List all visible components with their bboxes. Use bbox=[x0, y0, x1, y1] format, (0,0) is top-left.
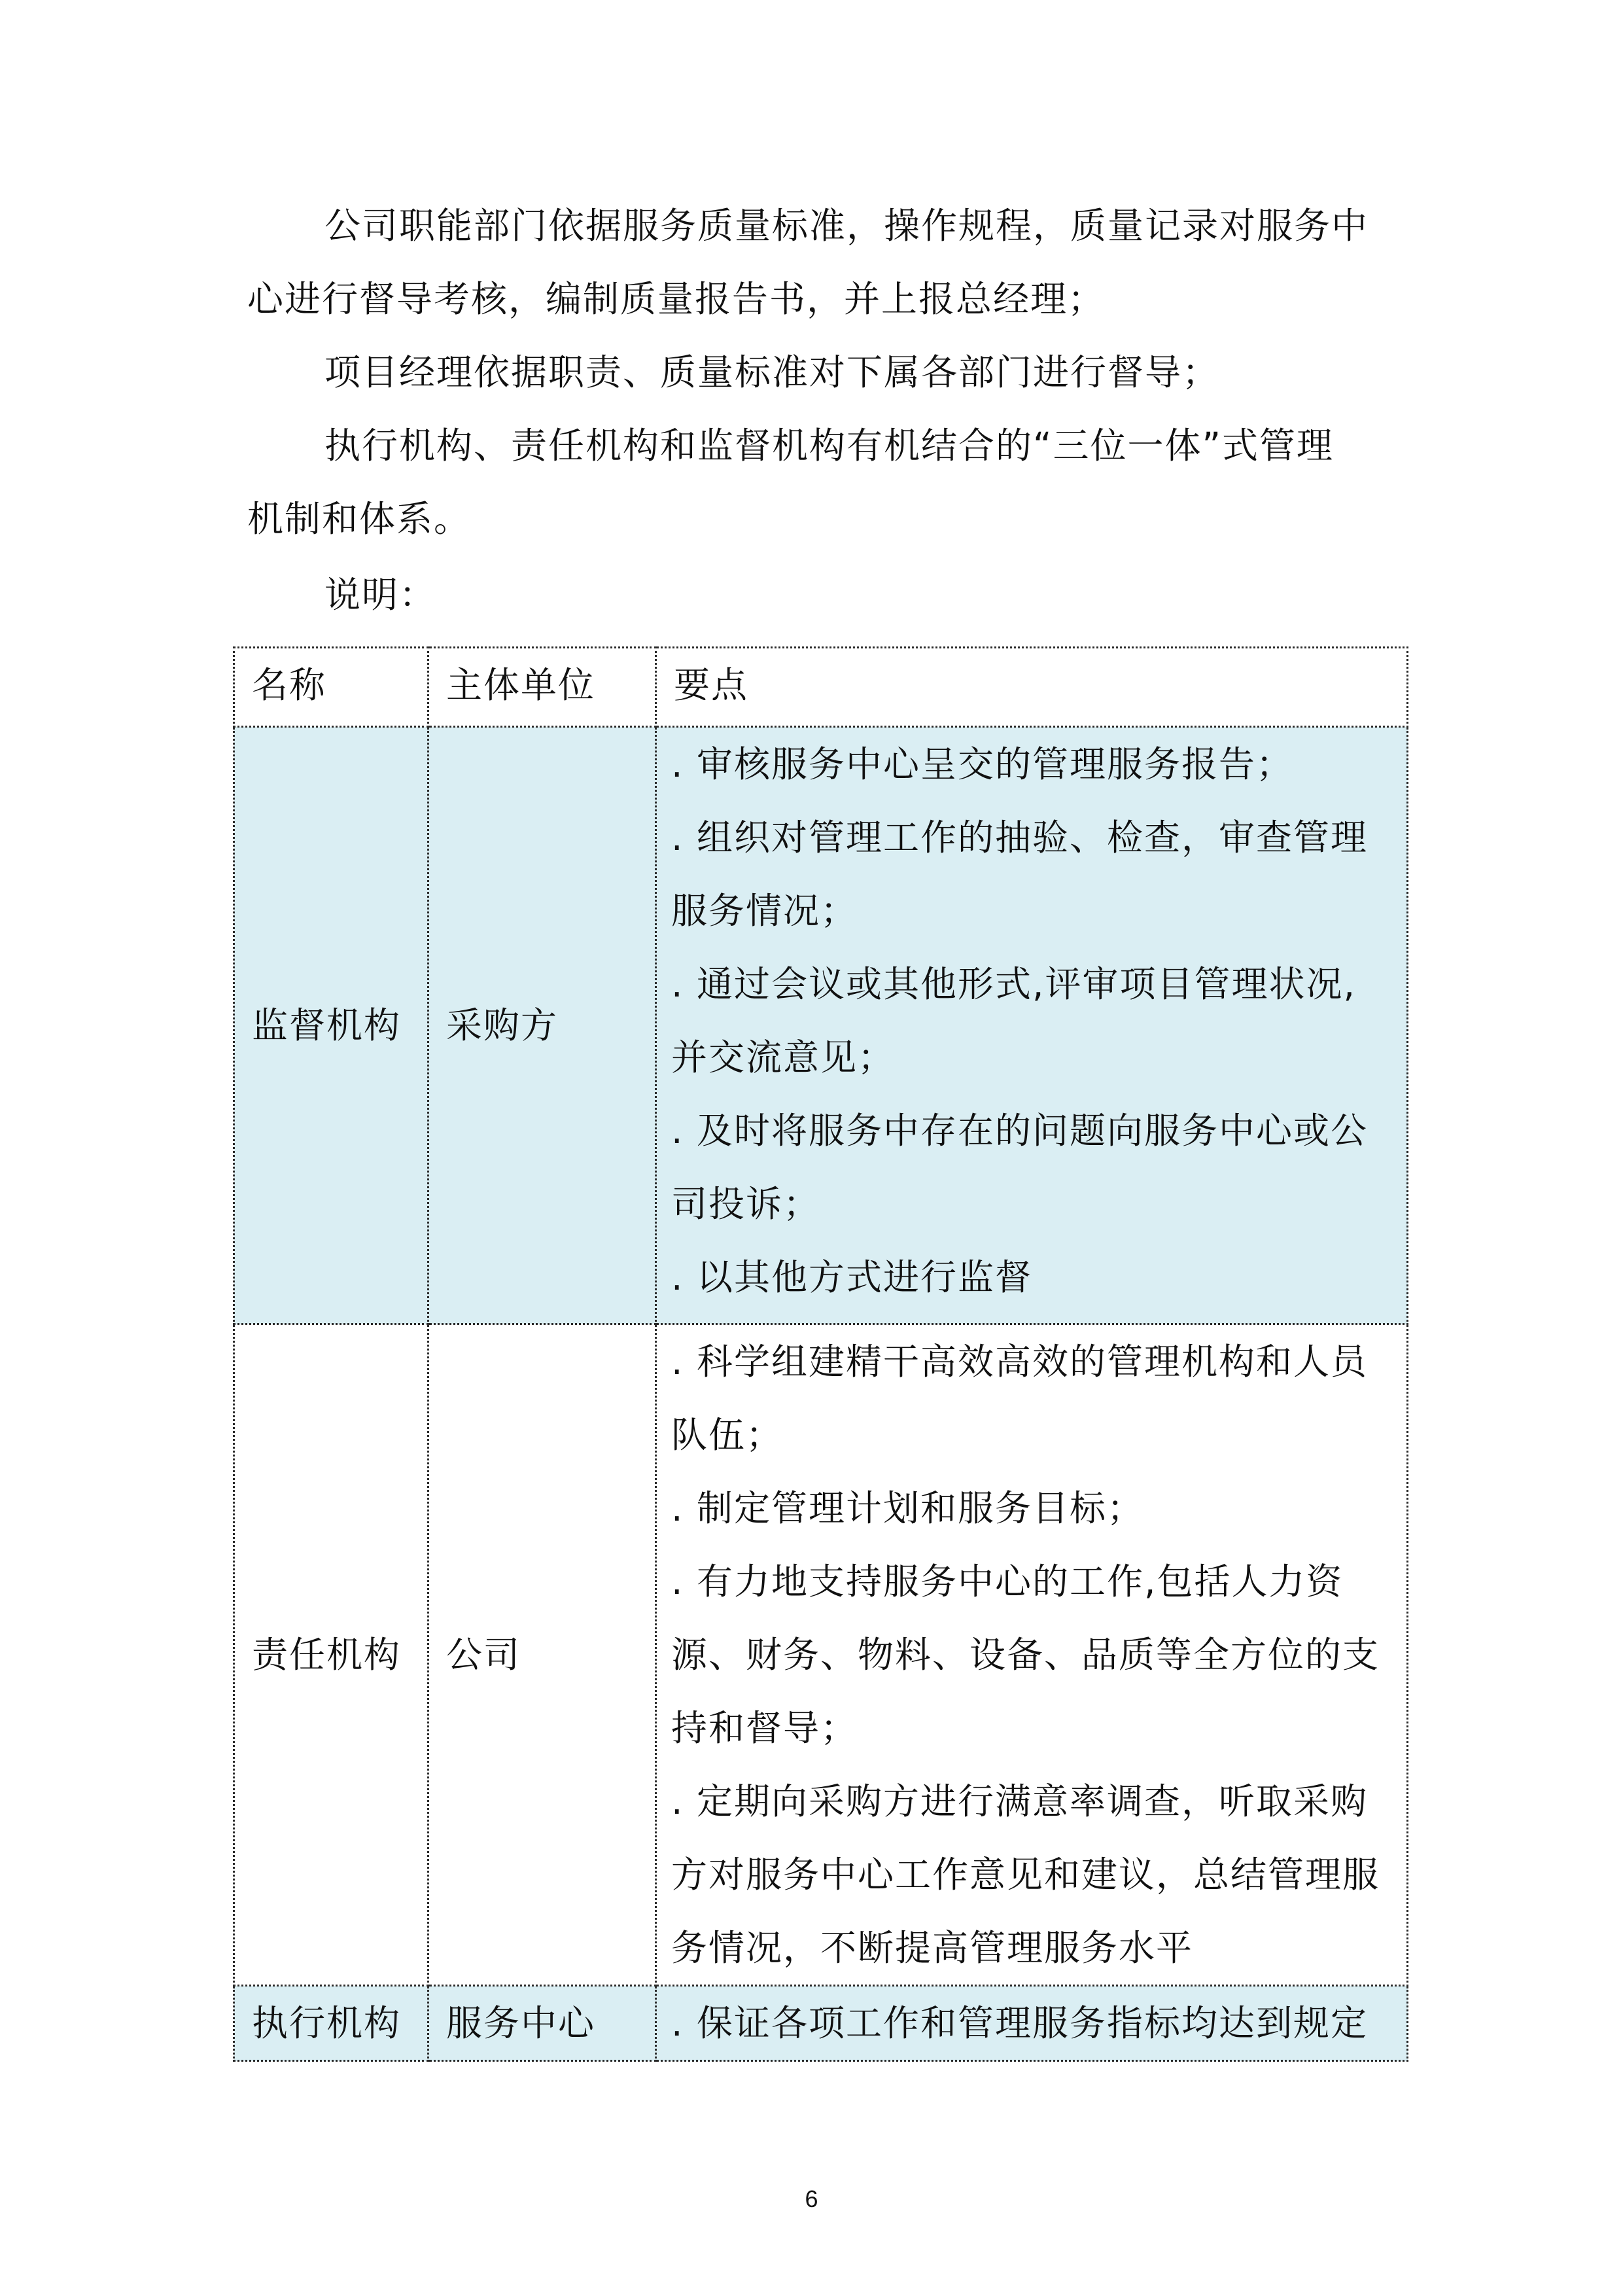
row-points bbox=[656, 1324, 1408, 1986]
point-line: 持和督导； bbox=[671, 1707, 858, 1749]
point-line: 服务情况； bbox=[671, 890, 858, 932]
paragraph-line: 公司职能部门依据服务质量标准，操作规程，质量记录对服务中 bbox=[324, 205, 1369, 247]
point-line: . 组织对管理工作的抽验、检查，审查管理 bbox=[671, 817, 1368, 858]
row-name: 责任机构 bbox=[234, 1324, 428, 1986]
point-line: . 通过会议或其他形式,评审项目管理状况, bbox=[671, 963, 1356, 1005]
point-line: . 保证各项工作和管理服务指标均达到规定 bbox=[671, 2002, 1368, 2044]
table-row-execution bbox=[234, 1986, 1408, 2061]
point-line: 务情况，不断提高管理服务水平 bbox=[671, 1927, 1194, 1969]
row-name: 监督机构 bbox=[234, 727, 428, 1324]
row-points bbox=[656, 727, 1408, 1324]
paragraph-line: 心进行督导考核，编制质量报告书，并上报总经理； bbox=[247, 278, 1106, 320]
point-line: 方对服务中心工作意见和建议，总结管理服 bbox=[671, 1854, 1380, 1896]
paragraph-project-manager bbox=[247, 336, 1389, 409]
header-name: 名称 bbox=[234, 648, 428, 727]
paragraph-line: 执行机构、责任机构和监督机构有机结合的“三位一体”式管理 bbox=[324, 425, 1334, 467]
point-line: . 审核服务中心呈交的管理服务报告； bbox=[671, 743, 1293, 785]
point-line: . 定期向采购方进行满意率调查，听取采购 bbox=[671, 1780, 1368, 1822]
row-name: 执行机构 bbox=[234, 1986, 428, 2061]
point-line: . 制定管理计划和服务目标； bbox=[671, 1487, 1144, 1529]
paragraph-three-in-one bbox=[247, 409, 1389, 556]
table-row-responsibility bbox=[234, 1324, 1408, 1986]
paragraph-note-label bbox=[247, 558, 1389, 631]
table-header-row bbox=[234, 648, 1408, 727]
row-unit: 公司 bbox=[428, 1324, 656, 1986]
point-line: 队伍； bbox=[671, 1414, 784, 1456]
paragraph-line: 项目经理依据职责、质量标准对下属各部门进行督导； bbox=[324, 351, 1220, 393]
point-line: 源、财务、物料、设备、品质等全方位的支 bbox=[671, 1634, 1380, 1676]
point-line: . 有力地支持服务中心的工作,包括人力资 bbox=[671, 1561, 1344, 1602]
point-line: . 以其他方式进行监督 bbox=[671, 1256, 1032, 1298]
table-row-supervision bbox=[234, 727, 1408, 1324]
page-number: 6 bbox=[805, 2185, 818, 2212]
header-points: 要点 bbox=[656, 648, 1408, 727]
row-unit: 采购方 bbox=[428, 727, 656, 1324]
row-unit: 服务中心 bbox=[428, 1986, 656, 2061]
organization-table bbox=[233, 646, 1408, 2062]
point-line: 司投诉； bbox=[671, 1183, 821, 1225]
paragraph-line: 说明： bbox=[324, 574, 437, 616]
row-points bbox=[656, 1986, 1408, 2061]
point-line: . 及时将服务中存在的问题向服务中心或公 bbox=[671, 1110, 1368, 1152]
point-line: . 科学组建精干高效高效的管理机构和人员 bbox=[671, 1341, 1368, 1383]
point-line: 并交流意见； bbox=[671, 1036, 896, 1078]
paragraph-supervision bbox=[247, 189, 1389, 336]
header-unit: 主体单位 bbox=[428, 648, 656, 727]
paragraph-line: 机制和体系。 bbox=[247, 498, 472, 540]
